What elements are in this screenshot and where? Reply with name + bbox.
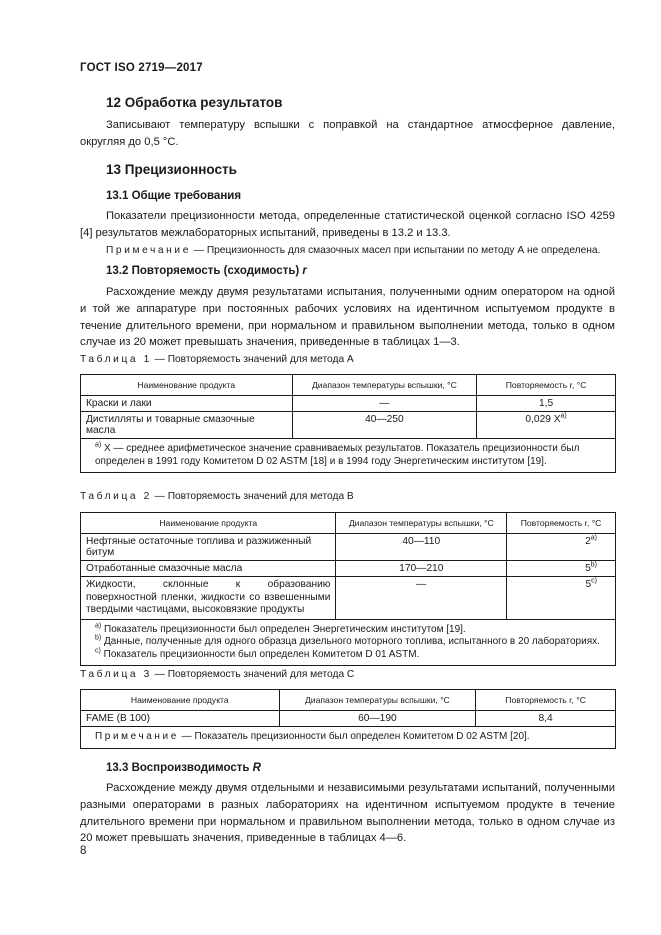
table-cell: Отработанные смазочные масла <box>81 561 336 577</box>
note-label: Примечание <box>106 245 191 256</box>
section-13-1-note <box>106 244 618 258</box>
note-label: Примечание <box>95 731 179 742</box>
table-cell: 170—210 <box>336 561 507 577</box>
table-3-header-range: Диапазон температуры вспышки, °С <box>279 690 476 711</box>
table-cell: 60—190 <box>279 711 476 727</box>
section-12-text <box>80 117 615 151</box>
table-cell <box>507 534 616 561</box>
footnote-mark: а) <box>95 622 102 630</box>
footnote-mark: c) <box>95 647 101 655</box>
table-row <box>81 711 616 727</box>
footnote-mark: а) <box>560 412 567 420</box>
table-2 <box>80 512 616 666</box>
footnote-mark: а) <box>590 534 597 542</box>
section-13-2-paragraph: Расхождение между двумя результатами испытания, полученными одним оператором на одной и той же аппаратуре при постоянных рабочих условиях на идентичном испытуемом продукте в течение длительного времени, при нормальном и правильном выполнении метода, только в одном случае из 20 может превышать значения, приведенные в таблицах 1—3. <box>80 286 615 349</box>
section-13-2-title: 13.2 Повторяемость (сходимость) r <box>106 265 307 277</box>
table-cell: 40—110 <box>336 534 507 561</box>
table-1-footnote <box>81 439 616 473</box>
table-cell <box>477 412 616 439</box>
table-1-header-range: Диапазон температуры вспышки, °С <box>292 375 477 396</box>
footnote <box>95 624 609 637</box>
table-3 <box>80 689 616 749</box>
section-13-1-title: 13.1 Общие требования <box>106 190 242 202</box>
table-row <box>81 396 616 412</box>
section-13-1-text <box>80 208 615 242</box>
footnote-text: X — среднее арифметическое значение сравниваемых результатов. Показатель прецизионности был определен в 1991 году Комитетом D 02 ASTM [18] и в 1994 году Энергетическим институтом [19]. <box>95 443 580 467</box>
table-2-header-range: Диапазон температуры вспышки, °С <box>336 513 507 534</box>
footnote <box>95 649 609 662</box>
section-13-3-title: 13.3 Воспроизводимость R <box>106 762 261 774</box>
table-1-caption <box>80 354 354 365</box>
table-2-caption <box>80 491 354 502</box>
table-3-label: Таблица 3 <box>80 669 152 680</box>
table-cell <box>507 561 616 577</box>
table-cell: — <box>336 577 507 620</box>
table-cell-value: 5 <box>585 563 591 574</box>
table-cell: Жидкости, склонные к образованию поверхностной пленки, жидкости со взвешенными твердыми частицами, высоковязкие продукты <box>81 577 336 620</box>
section-13-title: 13 Прецизионность <box>106 162 237 177</box>
table-note-row <box>81 727 616 749</box>
table-cell: Дистилляты и товарные смазочные масла <box>81 412 293 439</box>
table-row <box>81 577 616 620</box>
section-13-3-paragraph: Расхождение между двумя отдельными и независимыми результатами испытаний, полученными разными операторами в разных лабораториях на идентичном испытуемом продукте в течение длительного времени при нормальном и правильном выполнении метода, только в одном случае из 20 может превышать значения, приведенные в таблицах 4—6. <box>80 782 615 845</box>
footnote-mark: b) <box>590 561 597 569</box>
table-cell: 8,4 <box>476 711 616 727</box>
table-footnote-row <box>81 439 616 473</box>
table-cell: FAME (B 100) <box>81 711 280 727</box>
document-id: ГОСТ ISO 2719—2017 <box>80 62 203 74</box>
note-text: — Показатель прецизионности был определен Комитетом D 02 ASTM [20]. <box>178 731 530 742</box>
table-cell-value: 0,029 X <box>525 414 561 425</box>
table-2-title: — Повторяемость значений для метода В <box>151 491 354 502</box>
footnote-text: Данные, полученные для одного образца дизельного моторного топлива, испытанного в 20 лабораториях. <box>104 636 600 647</box>
table-3-note <box>81 727 616 749</box>
table-footnote-row <box>81 619 616 666</box>
footnote-mark: b) <box>95 634 102 642</box>
table-row <box>81 412 616 439</box>
section-13-1-paragraph: Показатели прецизионности метода, определенные статистической оценкой согласно ISO 4259 [4] результатов межлабораторных испытаний, приведены в 13.2 и 13.3. <box>80 210 615 239</box>
table-cell-value: 2 <box>585 536 591 547</box>
table-1-header-product: Наименование продукта <box>81 375 293 396</box>
table-row <box>81 534 616 561</box>
table-2-header-repeatability: Повторяемость r, °С <box>507 513 616 534</box>
table-3-caption <box>80 669 354 680</box>
footnote-mark: а) <box>95 441 102 449</box>
section-12-paragraph: Записывают температуру вспышки с поправкой на стандартное атмосферное давление, округляя до 0,5 °С. <box>80 119 615 148</box>
table-2-header-product: Наименование продукта <box>81 513 336 534</box>
table-1 <box>80 374 616 473</box>
table-cell: 40—250 <box>292 412 477 439</box>
table-1-header-repeatability: Повторяемость r, °С <box>477 375 616 396</box>
table-3-header-repeatability: Повторяемость r, °С <box>476 690 616 711</box>
footnote-mark: c) <box>591 577 597 585</box>
table-row <box>81 561 616 577</box>
section-13-2-text <box>80 284 615 351</box>
footnote-text: Показатель прецизионности был определен Энергетическим институтом [19]. <box>104 623 466 635</box>
table-3-title: — Повторяемость значений для метода С <box>151 669 355 680</box>
table-cell: Краски и лаки <box>81 396 293 412</box>
note-text: — Прецизионность для смазочных масел при испытании по методу А не определена. <box>190 245 601 256</box>
table-cell: 1,5 <box>477 396 616 412</box>
table-cell-value: 5 <box>585 579 592 590</box>
footnote <box>95 636 609 649</box>
table-1-label: Таблица 1 <box>80 354 152 365</box>
table-cell <box>507 577 616 620</box>
section-13-3-text <box>80 780 615 847</box>
table-cell: — <box>292 396 477 412</box>
section-12-title: 12 Обработка результатов <box>106 95 283 110</box>
table-1-title: — Повторяемость значений для метода А <box>151 354 354 365</box>
table-3-header-product: Наименование продукта <box>81 690 280 711</box>
table-2-footnotes <box>81 619 616 666</box>
table-cell: Нефтяные остаточные топлива и разжиженный битум <box>81 534 336 561</box>
table-2-label: Таблица 2 <box>80 491 152 502</box>
page-number: 8 <box>80 845 87 857</box>
footnote-text: Показатель прецизионности был определен Комитетом D 01 ASTM. <box>103 648 420 660</box>
